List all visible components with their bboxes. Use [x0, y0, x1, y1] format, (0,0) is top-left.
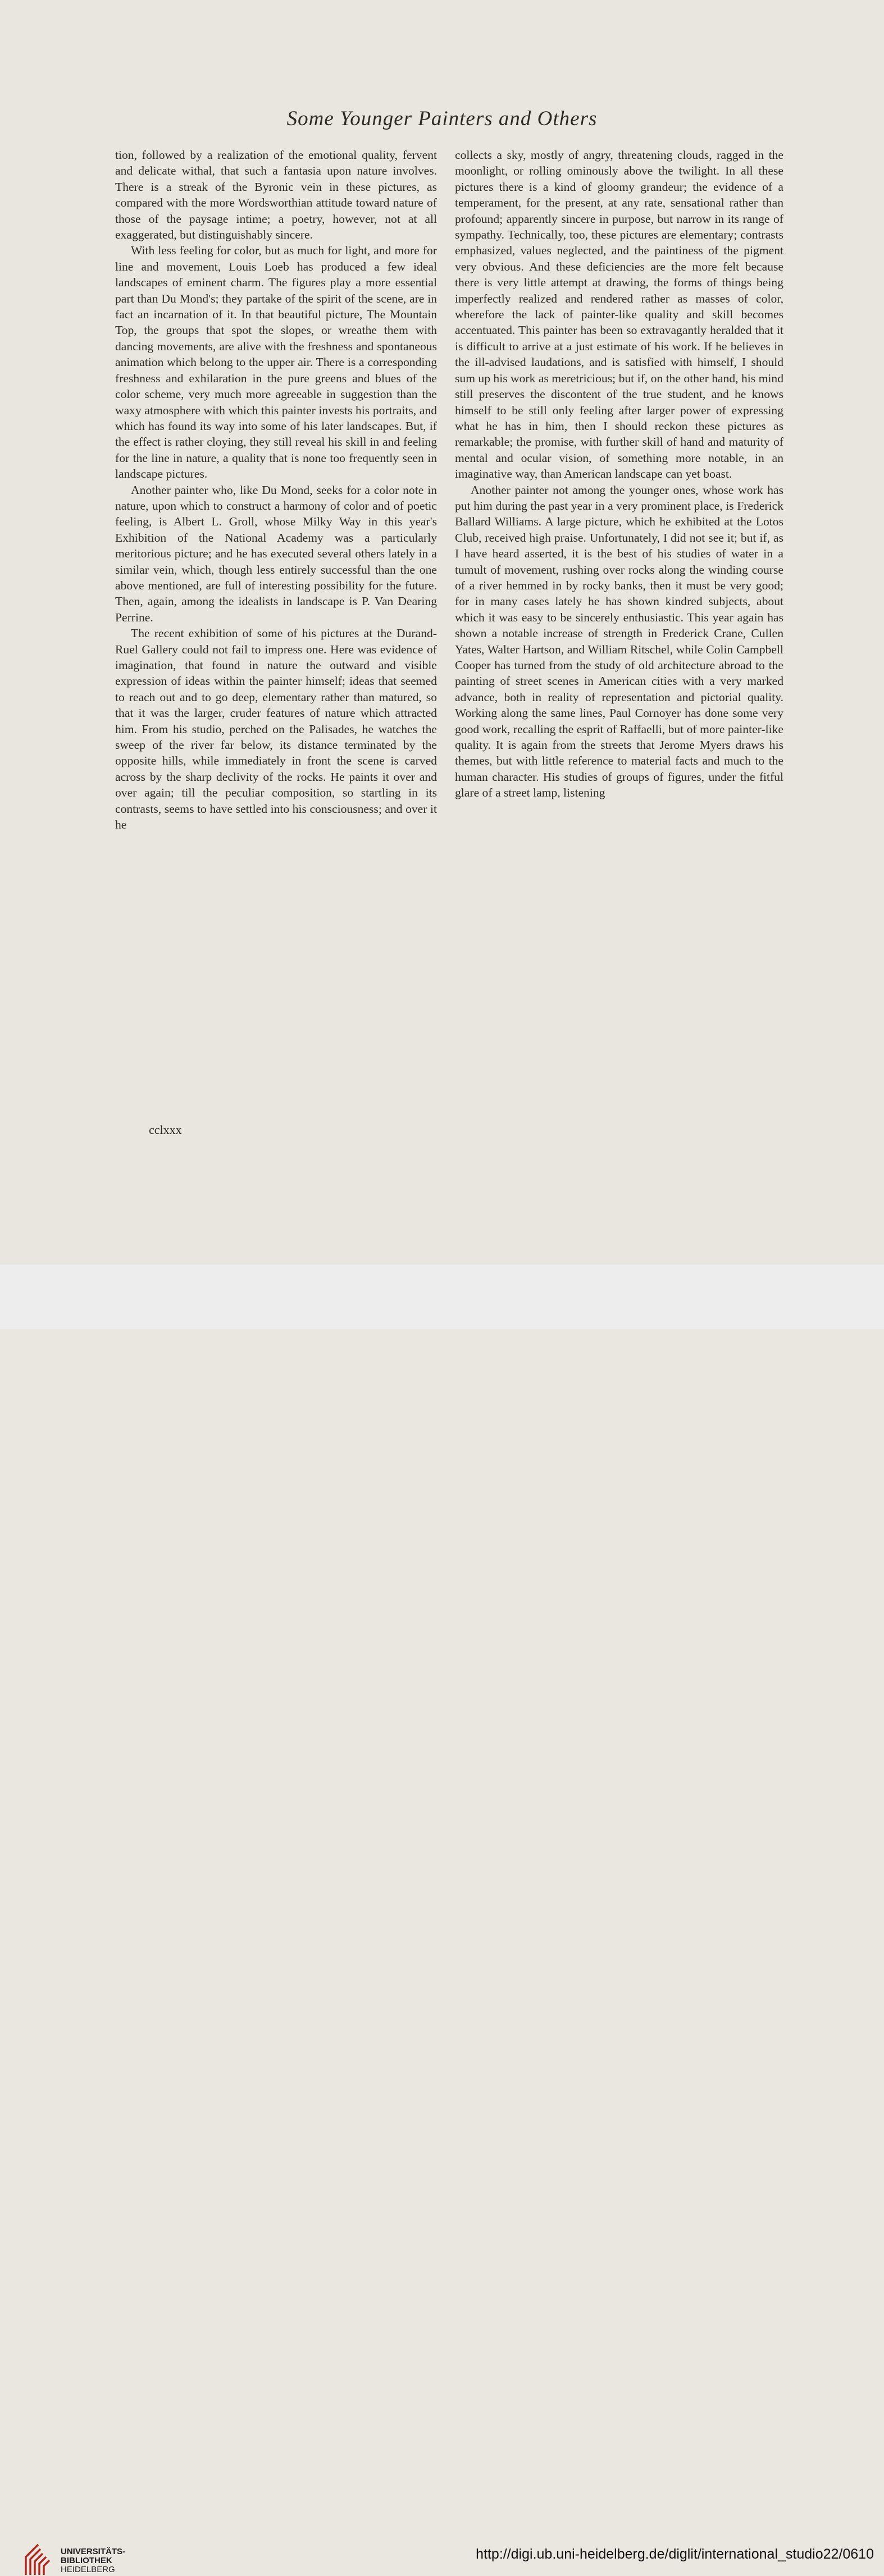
- left-paragraph-1: tion, followed by a realization of the emotional quality, fervent and delicate withal, that such a fantasia upon nature involves. There is a streak of the Byronic vein in these pictures, as compared with the more Wordsworthian attitude toward nature of those of the paysage intime; a poetry, however, not at all exaggerated, but distinguishably sincere.: [115, 148, 437, 242]
- page-title: Some Younger Painters and Others: [286, 107, 598, 130]
- left-paragraph-3: Another painter who, like Du Mond, seeks for a color note in nature, upon which to construct a harmony of color and of poetic feeling, is Albert L. Groll, whose Milky Way in this year's Exhibition of the National Academy was a particularly meritorious picture; and he has executed several others lately in a similar vein, which, though less entirely successful than the one above mentioned, are full of interesting possibility for the future. Then, again, among the idealists in landscape is P. Van Dearing Perrine.: [115, 483, 437, 624]
- book-page: [0, 0, 884, 1265]
- viewer-footer: [0, 1265, 884, 2574]
- left-paragraph-2: With less feeling for color, but as much for light, and more for line and movement, Louis Loeb has produced a few ideal landscapes of eminent charm. The figures play a more essential part than Du Mond's; they partake of the spirit of the scene, are in fact an incarnation of it. In that beautiful picture, The Mountain Top, the groups that spot the slopes, or wreathe them with dancing movements, are alive with the freshness and spontaneous animation which belong to the upper air. There is a corresponding freshness and exhilaration in the pure greens and blues of the color scheme, very much more agreeable in suggestion than the waxy atmosphere with which this painter invests his portraits, and which has found its way into some of his later landscapes. But, if the effect is rather cloying, they still reveal his skill in and feeling for the line in nature, a quality that is none too frequently seen in landscape pictures.: [115, 244, 437, 481]
- right-column: [455, 147, 783, 801]
- right-paragraph-1: collects a sky, mostly of angry, threatening clouds, ragged in the moonlight, or rolling ominously above the twilight. In all these pictures there is a kind of gloomy grandeur; the evidence of a temperament, for the present, at any rate, sensational rather than profound; apparently sincere in purpose, but narrow in its range of sympathy. Technically, too, these pictures are elementary; contrasts emphasized, values neglected, and the paintiness of the pigment very obvious. And these deficiencies are the more felt because there is very little attempt at drawing, the forms of things being imperfectly realized and rendered rather as masses of color, wherefore the lack of painter-like quality and skill becomes accentuated. This painter has been so extravagantly heralded that it is difficult to arrive at a just estimate of his work. If he believes in the ill-advised laudations, and is satisfied with himself, I should sum up his work as meretricious; but if, on the other hand, his mind still preserves the discontent of the true student, and he knows himself to be still only feeling after larger power of expressing what he has in him, then I should reckon these pictures as remarkable; the promise, with further skill of hand and maturity of mental and ocular vision, of something more notable, in an imaginative way, than American landscape can yet boast.: [455, 148, 783, 481]
- institution-line-2: BIBLIOTHEK: [61, 2556, 112, 2565]
- right-paragraph-2: Another painter not among the younger ones, whose work has put him during the past year in a very prominent place, is Frederick Ballard Williams. A large picture, which he exhibited at the Lotos Club, received high praise. Unfortunately, I did not see it; but if, as I have heard asserted, it is the best of his studies of water in a tumult of movement, rushing over rocks along the winding course of a river hemmed in by rocky banks, then it must be very good; for in many cases lately he has shown kindred subjects, about which it was easy to be sincerely enthusiastic. This year again has shown a notable increase of strength in Frederick Crane, Cullen Yates, Walter Hartson, and William Ritschel, while Colin Campbell Cooper has turned from the study of old architecture abroad to the painting of street scenes in American cities with a very marked advance, both in reality of representation and pictorial quality. Working along the same lines, Paul Cornoyer has done some very good work, recalling the esprit of Raffaelli, but of more painter-like quality. It is again from the streets that Jerome Myers draws his themes, but with little reference to material facts and much to the human character. His studies of groups of figures, under the fitful glare of a street lamp, listening: [455, 483, 783, 800]
- source-url-link[interactable]: http://digi.ub.uni-heidelberg.de/diglit/international_studio22/0610: [476, 2546, 874, 2562]
- page-number: cclxxx: [149, 1123, 182, 1137]
- institution-line-1: UNIVERSITÄTS-: [61, 2547, 126, 2556]
- left-paragraph-4: The recent exhibition of some of his pictures at the Durand-Ruel Gallery could not fail to impress one. Here was evidence of imagination, that found in nature the outward and visible expression of ideas within the painter himself; ideas that seemed to reach out and to go deep, elementary rather than matured, so that it was the larger, cruder features of nature which attracted him. From his studio, perched on the Palisades, he watches the sweep of the river far below, its distance terminated by the opposite hills, while immediately in front the scene is carved across by the sharp declivity of the rocks. He paints it over and over again; till the peculiar composition, so startling in its contrasts, seems to have settled into his consciousness; and over it he: [115, 626, 437, 832]
- institution-name: [61, 2547, 125, 2574]
- institution-line-3: HEIDELBERG: [61, 2565, 115, 2574]
- university-library-logo-icon: [24, 2541, 52, 2576]
- left-column: [115, 147, 437, 832]
